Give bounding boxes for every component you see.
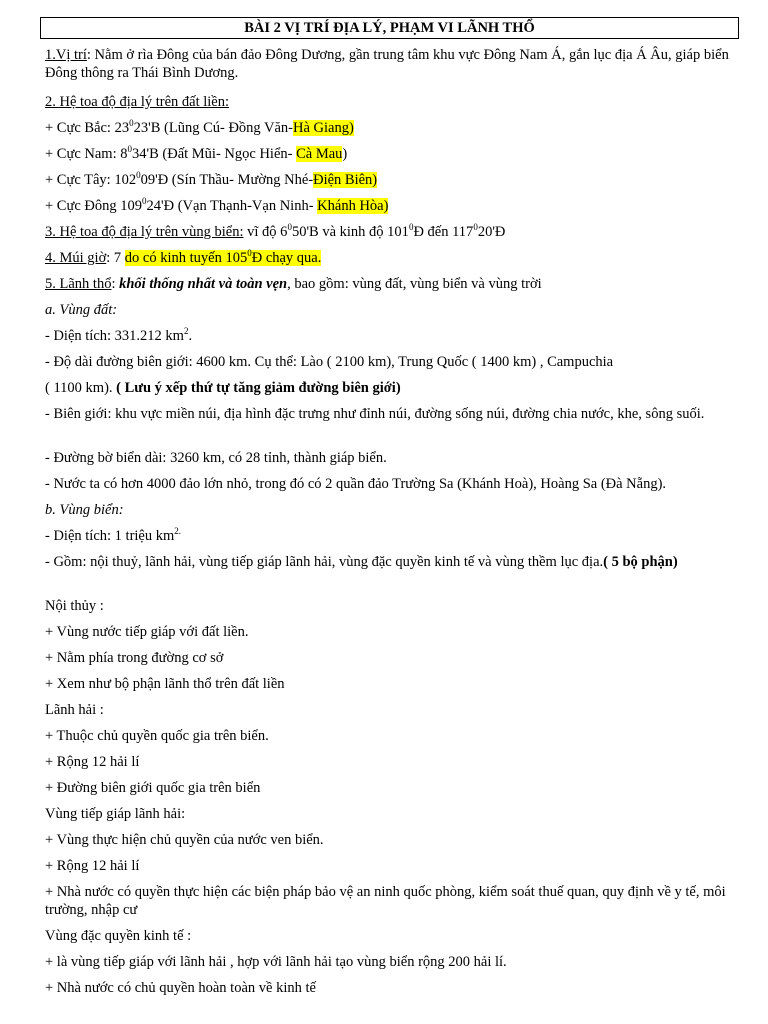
land-heading: a. Vùng đất: xyxy=(45,302,118,318)
highlight: Điện Biên) xyxy=(313,172,378,188)
territorial-sea-heading: Lãnh hải : xyxy=(45,702,104,718)
land-border-note: ( 1100 km). ( Lưu ý xếp thứ tự tăng giảm đường biên giới) xyxy=(45,380,401,396)
land-border-length: - Độ dài đường biên giới: 4600 km. Cụ thể: Lào ( 2100 km), Trung Quốc ( 1400 km) , Campuchia xyxy=(45,354,614,370)
east-point: + Cực Đông $109^024'Đ$ (Vạn Thạnh-Vạn Ninh- Khánh Hòa) xyxy=(45,196,389,214)
list-item: + là vùng tiếp giáp với lãnh hải , hợp với lãnh hải tạo vùng biển rộng 200 hải lí. xyxy=(45,954,507,970)
sea-area: - Diện tích: 1 triệu $km^{2.}$ xyxy=(45,526,182,544)
section-land-coords xyxy=(45,93,735,111)
page-title: BÀI 2 VỊ TRÍ ĐỊA LÝ, PHẠM VI LÃNH THỔ xyxy=(40,17,739,39)
highlight: Khánh Hòa) xyxy=(317,198,389,214)
list-item: + Thuộc chủ quyền quốc gia trên biển. xyxy=(45,728,269,744)
section-timezone: 4. Múi giờ: 7 do có kinh tuyến $105^0Đ$ chạy qua. xyxy=(45,248,322,266)
sea-heading: b. Vùng biển: xyxy=(45,502,124,518)
list-item: + Nhà nước có quyền thực hiện các biện pháp bảo vệ an ninh quốc phòng, kiểm soát thuế quan, quy định về y tế, môi trường, nhập cư xyxy=(45,884,726,918)
list-item: + Rộng 12 hải lí xyxy=(45,858,140,874)
land-coastline: - Đường bờ biển dài: 3260 km, có 28 tỉnh, thành giáp biển. xyxy=(45,450,387,466)
section-label: 4. Múi giờ xyxy=(45,250,107,266)
section-location xyxy=(45,46,735,82)
list-item: + Đường biên giới quốc gia trên biển xyxy=(45,780,261,796)
land-area: - Diện tích: 331.212 $km^2$. xyxy=(45,326,193,344)
internal-waters-heading: Nội thủy : xyxy=(45,598,104,614)
list-item: + Nằm phía trong đường cơ sở xyxy=(45,650,224,666)
south-point: + Cực Nam: $8^034'B$ (Đất Mũi- Ngọc Hiển- Cà Mau) xyxy=(45,144,348,162)
section-territory: 5. Lãnh thổ: khối thống nhất và toàn vẹn, bao gồm: vùng đất, vùng biển và vùng trời xyxy=(45,276,542,292)
land-frontier: - Biên giới: khu vực miền núi, địa hình đặc trưng như đỉnh núi, đường sống núi, đường chia nước, khe, sông suối. xyxy=(45,406,705,422)
highlight: do có kinh tuyến $105^0Đ$ chạy qua. xyxy=(124,248,322,266)
section-label: 1.Vị trí xyxy=(45,47,87,63)
section-sea-coords: 3. Hệ toa độ địa lý trên vùng biển: vĩ độ $6^050'B$ và kinh độ $101^0Đ$ đến $117^020'Đ$ xyxy=(45,222,506,240)
section-label: 2. Hệ toa độ địa lý trên đất liền: xyxy=(45,94,230,110)
highlight: Hà Giang) xyxy=(293,120,354,136)
list-item: + Rộng 12 hải lí xyxy=(45,754,140,770)
list-item: + Nhà nước có chủ quyền hoàn toàn về kinh tế xyxy=(45,980,316,996)
sea-parts: - Gồm: nội thuỷ, lãnh hải, vùng tiếp giáp lãnh hải, vùng đặc quyền kinh tế và vùng thềm lục địa.( 5 bộ phận) xyxy=(45,554,678,570)
list-item: + Xem như bộ phận lãnh thổ trên đất liền xyxy=(45,676,285,692)
section-label: 3. Hệ toa độ địa lý trên vùng biển: xyxy=(45,224,244,240)
section-text: : Nằm ở rìa Đông của bán đảo Đông Dương, gần trung tâm khu vực Đông Nam Á, gắn lục địa Á Âu, giáp biển Đông thông ra Thái Bình Dương. xyxy=(45,47,729,81)
eez-heading: Vùng đặc quyền kinh tế : xyxy=(45,928,192,944)
list-item: + Vùng nước tiếp giáp với đất liền. xyxy=(45,624,249,640)
west-point: + Cực Tây: $102^009'Đ$ (Sín Thầu- Mường Nhé-Điện Biên) xyxy=(45,170,378,188)
section-label: 5. Lãnh thổ xyxy=(45,276,112,292)
highlight: Cà Mau xyxy=(296,146,343,162)
land-islands: - Nước ta có hơn 4000 đảo lớn nhỏ, trong đó có 2 quần đảo Trường Sa (Khánh Hoà), Hoàng Sa (Đà Nẵng). xyxy=(45,476,667,492)
contiguous-zone-heading: Vùng tiếp giáp lãnh hải: xyxy=(45,806,186,822)
north-point: + Cực Bắc: $23^023'B$ (Lũng Cú- Đồng Văn-Hà Giang) xyxy=(45,118,354,136)
list-item: + Vùng thực hiện chủ quyền của nước ven biển. xyxy=(45,832,324,848)
